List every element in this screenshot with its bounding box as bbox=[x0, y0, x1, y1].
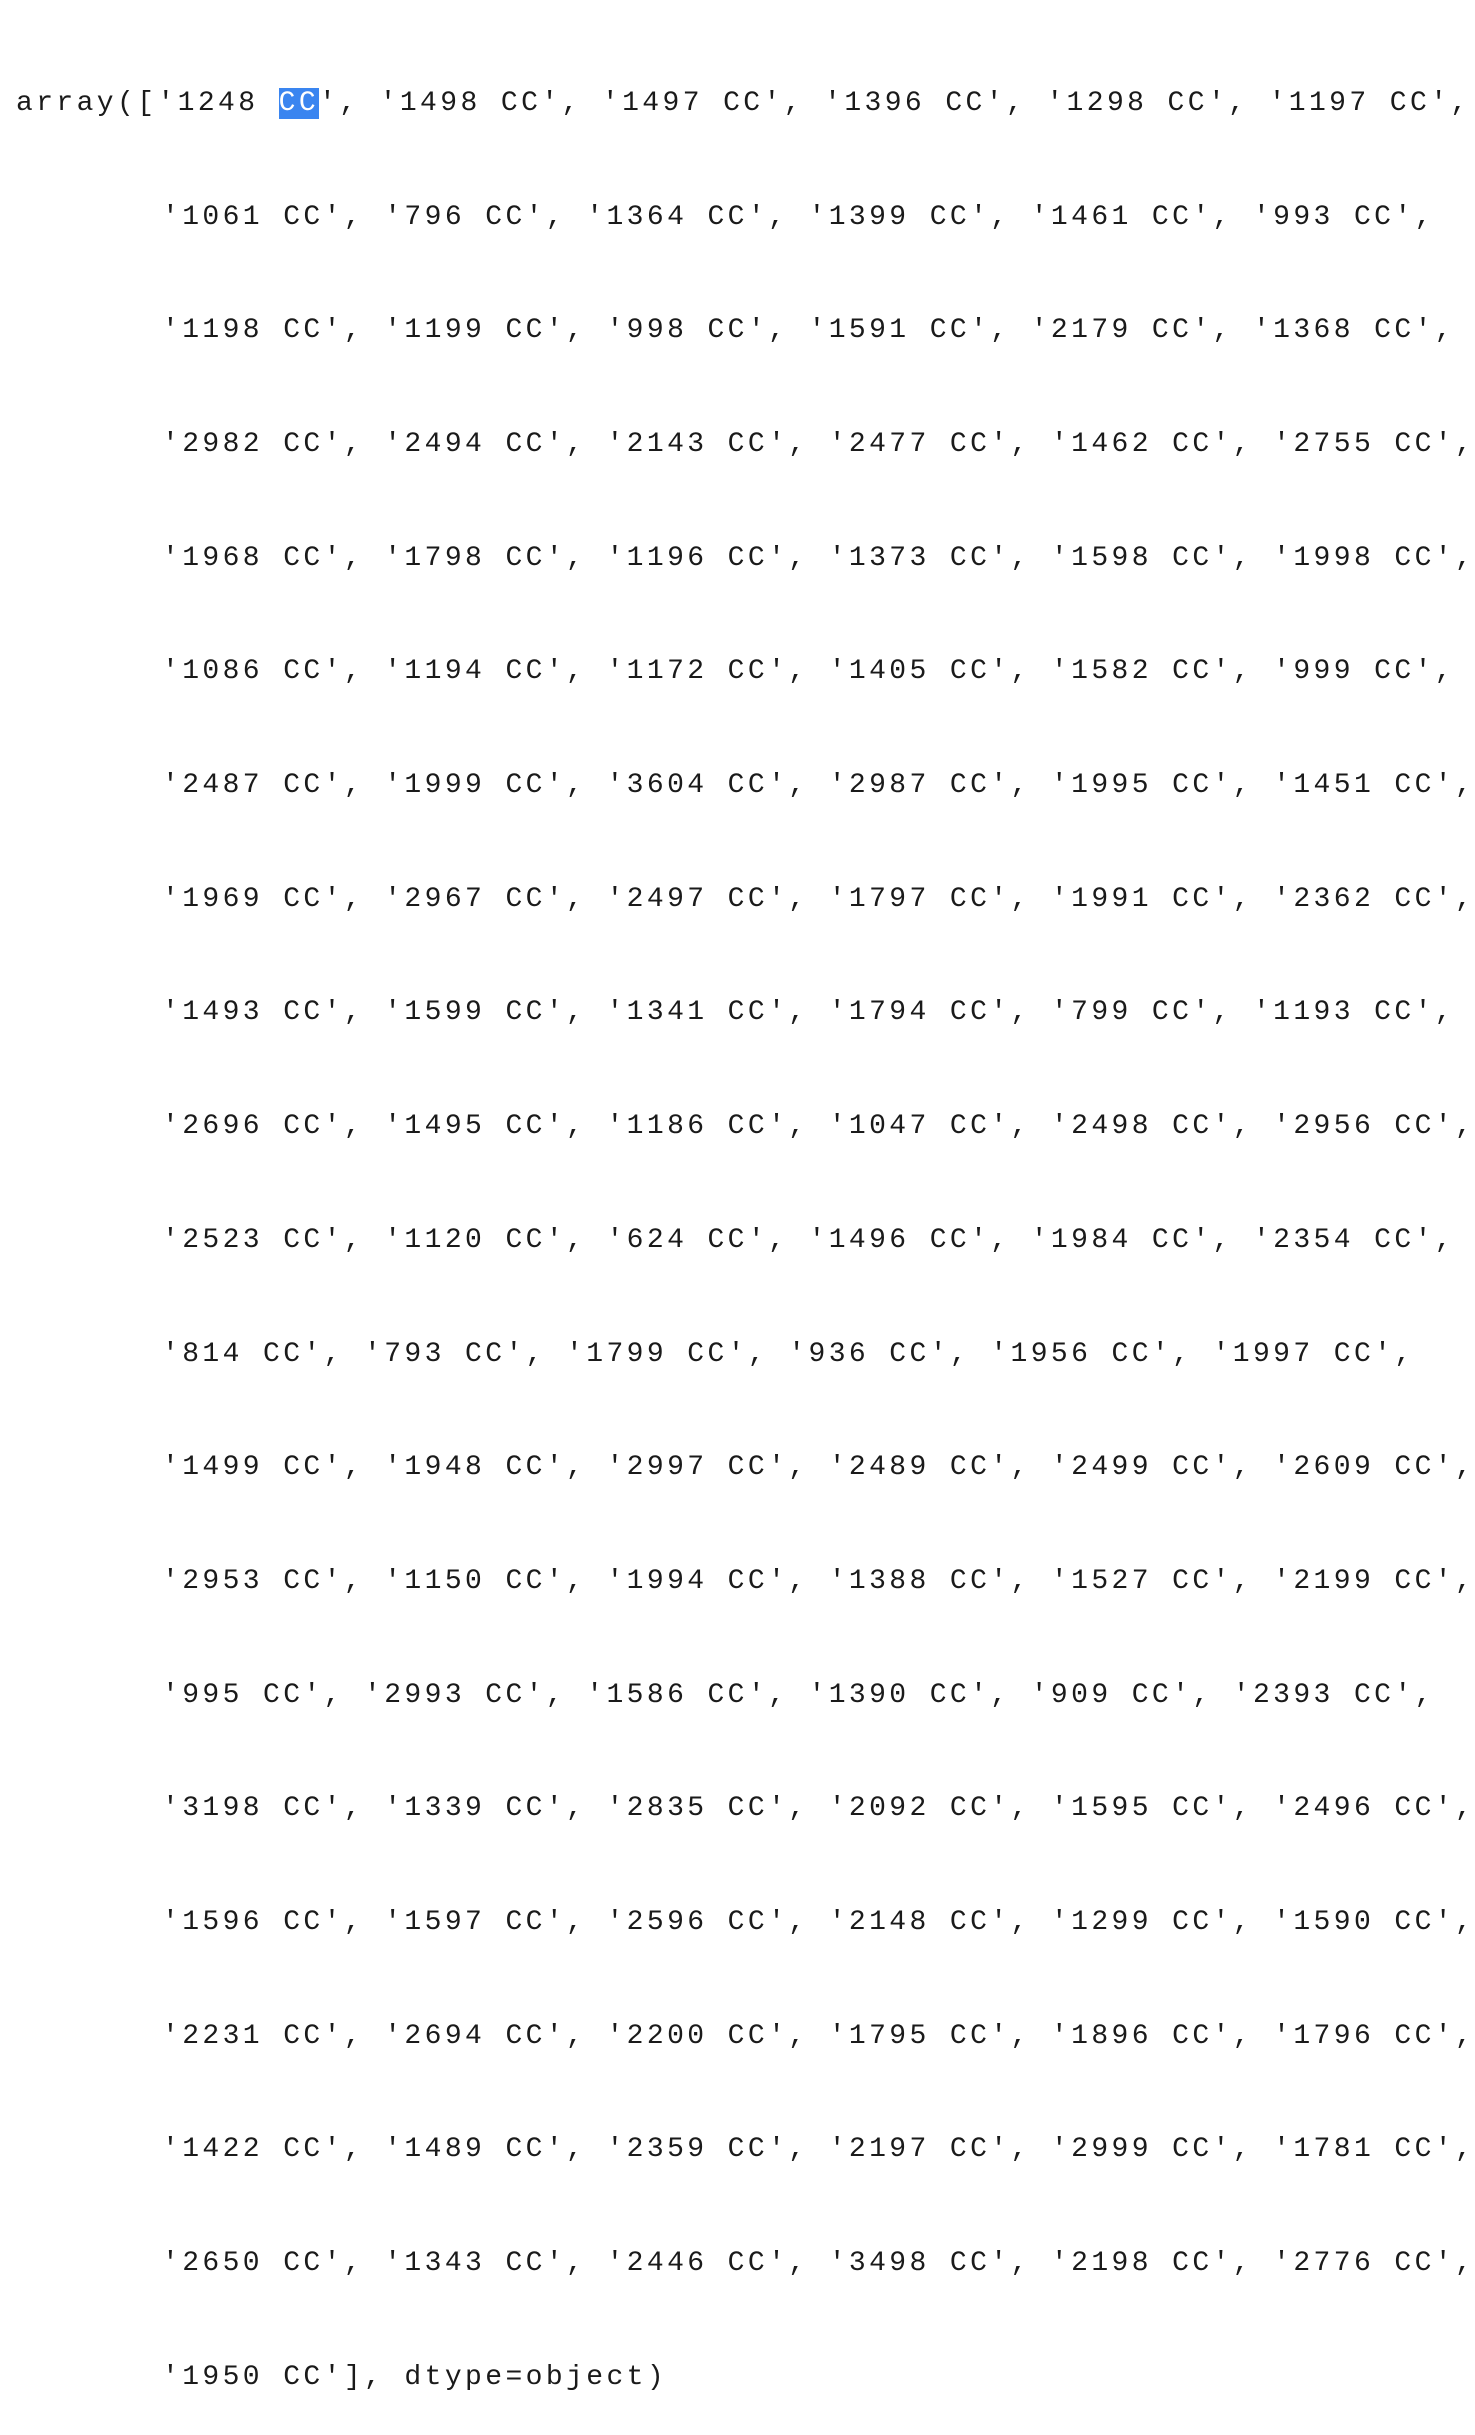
text-selection[interactable]: CC bbox=[278, 87, 320, 119]
output-line: '1596 CC', '1597 CC', '2596 CC', '2148 CC', '1299 CC', '1590 CC', bbox=[162, 1907, 1475, 1939]
output-line-last: '1950 CC'], dtype=object) bbox=[162, 2361, 668, 2393]
output-line: '995 CC', '2993 CC', '1586 CC', '1390 CC', '909 CC', '2393 CC', bbox=[162, 1679, 1435, 1711]
output-line: '2523 CC', '1120 CC', '624 CC', '1496 CC', '1984 CC', '2354 CC', bbox=[162, 1224, 1455, 1256]
output-line: '814 CC', '793 CC', '1799 CC', '936 CC', '1956 CC', '1997 CC', bbox=[162, 1338, 1415, 1370]
output-line: '1198 CC', '1199 CC', '998 CC', '1591 CC', '2179 CC', '1368 CC', bbox=[162, 315, 1455, 347]
array-output[interactable] bbox=[16, 9, 1475, 2435]
output-line-1: array(['1248 CC', '1498 CC', '1497 CC', '1396 CC', '1298 CC', '1197 CC', bbox=[16, 87, 1471, 119]
output-line: '2650 CC', '1343 CC', '2446 CC', '3498 CC', '2198 CC', '2776 CC', bbox=[162, 2248, 1475, 2280]
output-line: '1061 CC', '796 CC', '1364 CC', '1399 CC', '1461 CC', '993 CC', bbox=[162, 201, 1435, 233]
output-line: '3198 CC', '1339 CC', '2835 CC', '2092 CC', '1595 CC', '2496 CC', bbox=[162, 1793, 1475, 1825]
first-item-number: 1248 bbox=[177, 87, 279, 119]
output-line: '1499 CC', '1948 CC', '2997 CC', '2489 CC', '2499 CC', '2609 CC', bbox=[162, 1452, 1475, 1484]
output-line: '1968 CC', '1798 CC', '1196 CC', '1373 CC', '1598 CC', '1998 CC', bbox=[162, 542, 1475, 574]
output-line: '1493 CC', '1599 CC', '1341 CC', '1794 CC', '799 CC', '1193 CC', bbox=[162, 997, 1455, 1029]
first-line-rest: , '1498 CC', '1497 CC', '1396 CC', '1298 CC', '1197 CC', bbox=[339, 87, 1471, 119]
output-line: '2953 CC', '1150 CC', '1994 CC', '1388 CC', '1527 CC', '2199 CC', bbox=[162, 1565, 1475, 1597]
output-line: '2487 CC', '1999 CC', '3604 CC', '2987 CC', '1995 CC', '1451 CC', bbox=[162, 770, 1475, 802]
output-line: '1422 CC', '1489 CC', '2359 CC', '2197 CC', '2999 CC', '1781 CC', bbox=[162, 2134, 1475, 2166]
output-line: '2982 CC', '2494 CC', '2143 CC', '2477 CC', '1462 CC', '2755 CC', bbox=[162, 428, 1475, 460]
output-line: '1086 CC', '1194 CC', '1172 CC', '1405 CC', '1582 CC', '999 CC', bbox=[162, 656, 1455, 688]
output-line: '2231 CC', '2694 CC', '2200 CC', '1795 CC', '1896 CC', '1796 CC', bbox=[162, 2020, 1475, 2052]
array-open-prefix: array([ bbox=[16, 87, 158, 119]
output-line: '2696 CC', '1495 CC', '1186 CC', '1047 CC', '2498 CC', '2956 CC', bbox=[162, 1111, 1475, 1143]
output-line: '1969 CC', '2967 CC', '2497 CC', '1797 CC', '1991 CC', '2362 CC', bbox=[162, 883, 1475, 915]
